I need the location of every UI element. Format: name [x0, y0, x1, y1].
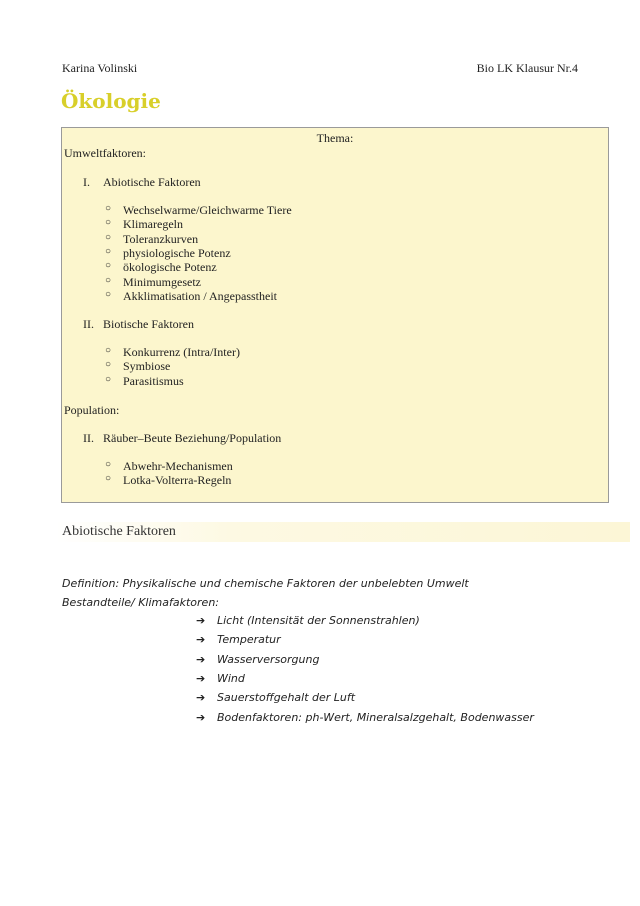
toc-raeuber-number: II. [83, 431, 94, 445]
klimafaktor-label: Temperatur [217, 633, 281, 647]
klimafaktor-label: Wind [217, 671, 245, 685]
klimafaktor-label: Licht (Intensität der Sonnenstrahlen) [217, 614, 420, 627]
bullet-icon: ○ [105, 217, 112, 229]
bullet-icon: ○ [105, 245, 112, 257]
definition-text: Definition: Physikalische und chemische Faktoren der unbelebten Umwelt [62, 577, 469, 590]
bullet-icon: ○ [105, 274, 112, 286]
arrow-right-icon: ➔ [196, 614, 206, 627]
toc-abiotisch-number: I. [83, 175, 90, 189]
bullet-icon: ○ [105, 231, 112, 243]
bullet-icon: ○ [105, 359, 112, 371]
bullet-icon: ○ [105, 203, 112, 214]
author-name: Karina Volinski [62, 61, 138, 75]
toc-abiotisch-item-label: Toleranzkurven [123, 231, 199, 246]
toc-abiotisch-item-label: physiologische Potenz [123, 245, 231, 260]
toc-biotisch-heading: Biotische Faktoren [103, 317, 194, 331]
toc-population: Population: [64, 403, 120, 417]
toc-abiotisch-item-label: Wechselwarme/Gleichwarme Tiere [123, 203, 292, 217]
table-of-contents [61, 127, 609, 503]
klimafaktor-label: Bodenfaktoren: ph-Wert, Mineralsalzgehalt, Bodenwasser [217, 710, 534, 724]
page-title: Ökologie [61, 89, 161, 113]
arrow-right-icon: ➔ [196, 633, 206, 647]
toc-abiotisch-item-label: Minimumgesetz [123, 274, 201, 289]
toc-raeuber-item-label: Lotka-Volterra-Regeln [123, 473, 232, 488]
bullet-icon: ○ [105, 345, 112, 356]
toc-biotisch-item-label: Konkurrenz (Intra/Inter) [123, 345, 240, 359]
toc-abiotisch-item-label: ökologische Potenz [123, 260, 217, 275]
bullet-icon: ○ [105, 373, 112, 385]
toc-abiotisch-heading: Abiotische Faktoren [103, 175, 201, 189]
toc-biotisch-number: II. [83, 317, 94, 331]
arrow-right-icon: ➔ [196, 652, 206, 666]
toc-abiotisch-item-label: Klimaregeln [123, 217, 183, 232]
bullet-icon: ○ [105, 459, 112, 470]
toc-umweltfaktoren: Umweltfaktoren: [64, 146, 146, 160]
klimafaktor-label: Wasserversorgung [217, 652, 320, 666]
arrow-right-icon: ➔ [196, 710, 206, 724]
arrow-right-icon: ➔ [196, 691, 206, 705]
bullet-icon: ○ [105, 473, 112, 485]
course-label: Bio LK Klausur Nr.4 [476, 61, 578, 75]
klimafaktor-label: Sauerstoffgehalt der Luft [217, 691, 356, 705]
bestandteile-text: Bestandteile/ Klimafaktoren: [62, 596, 219, 609]
bullet-icon: ○ [105, 260, 112, 272]
toc-biotisch-item-label: Parasitismus [123, 373, 184, 388]
arrow-right-icon: ➔ [196, 671, 206, 685]
toc-biotisch-item-label: Symbiose [123, 359, 171, 374]
toc-raeuber-heading: Räuber–Beute Beziehung/Population [103, 431, 282, 445]
toc-thema: Thema: [316, 131, 354, 145]
toc-raeuber-item-label: Abwehr-Mechanismen [123, 459, 233, 473]
bullet-icon: ○ [105, 288, 112, 300]
toc-abiotisch-item-label: Akklimatisation / Angepasstheit [123, 288, 277, 303]
section-heading: Abiotische Faktoren [62, 524, 176, 539]
